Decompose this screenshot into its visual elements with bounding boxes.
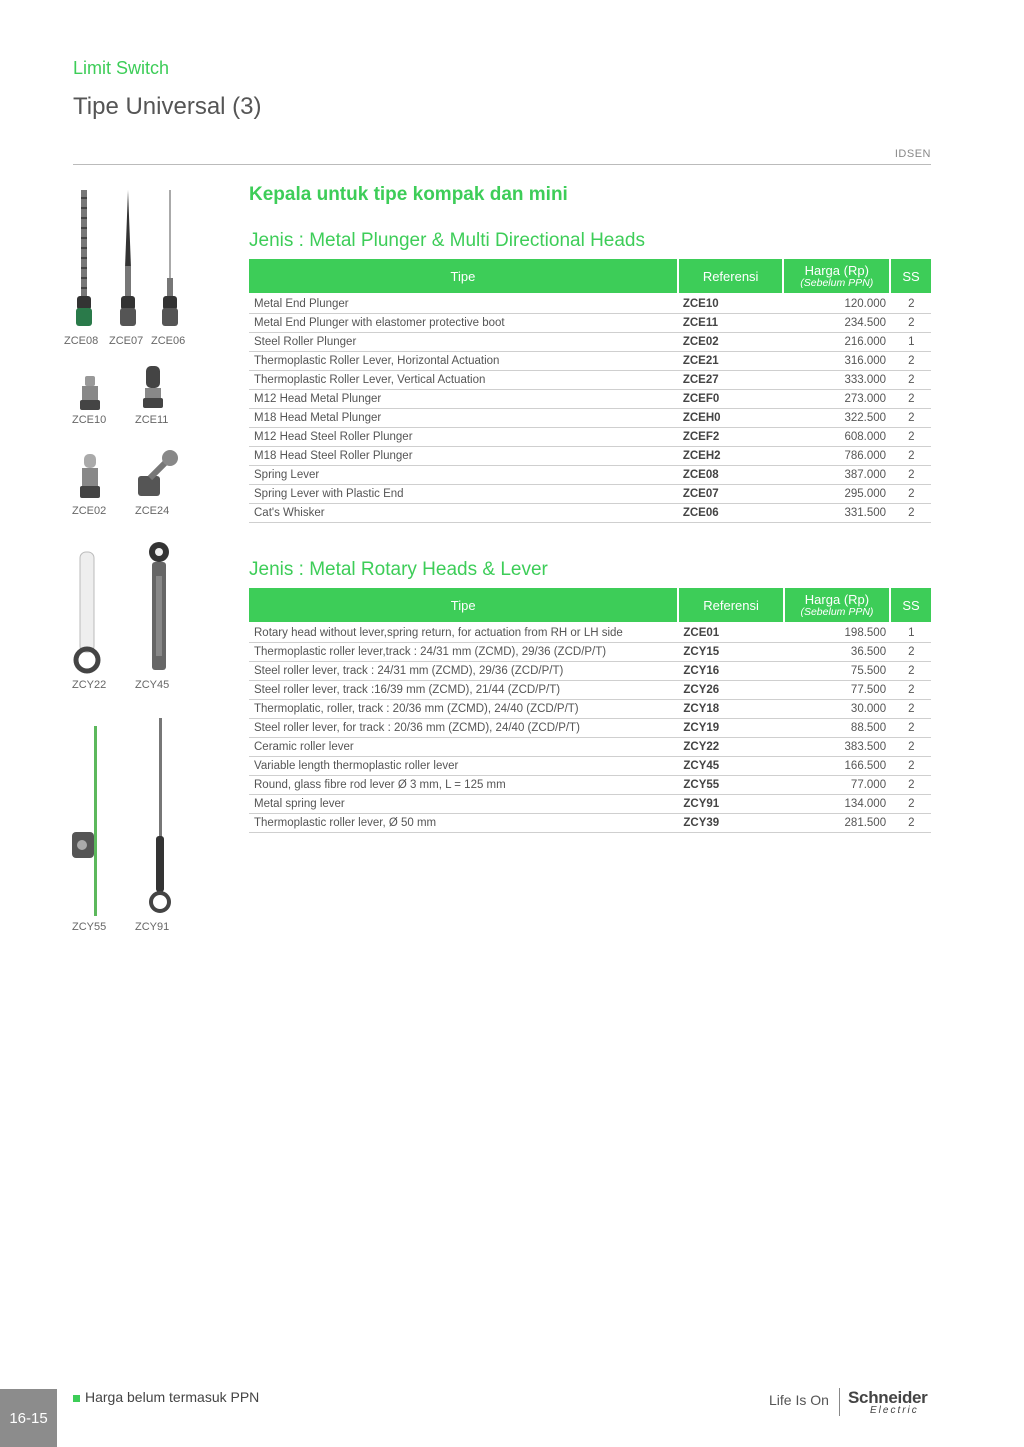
cell-harga: 134.000: [784, 795, 890, 814]
brand-logo-sub: Electric: [870, 1405, 919, 1416]
table-row: [249, 314, 931, 333]
zce06-image: [158, 188, 182, 330]
cell-referensi: ZCEF2: [678, 428, 784, 447]
table-row: [249, 333, 931, 352]
cell-referensi: ZCE10: [678, 293, 784, 314]
cell-ss: 2: [890, 485, 931, 504]
cell-referensi: ZCE11: [678, 314, 784, 333]
zcy91-image: [144, 716, 176, 916]
cell-ss: 2: [890, 738, 931, 757]
zcy45-label: ZCY45: [135, 679, 170, 691]
cell-ss: 2: [890, 352, 931, 371]
cell-ss: 2: [890, 371, 931, 390]
cell-harga: 387.000: [783, 466, 890, 485]
cell-harga: 166.500: [784, 757, 890, 776]
cell-referensi: ZCY45: [678, 757, 783, 776]
cell-referensi: ZCE06: [678, 504, 784, 523]
cell-ss: 2: [890, 795, 931, 814]
table-row: [249, 428, 931, 447]
cell-harga: 120.000: [783, 293, 890, 314]
cell-referensi: ZCE21: [678, 352, 784, 371]
table-row: [249, 795, 931, 814]
zce02-image: [76, 452, 104, 500]
zce02-label: ZCE02: [72, 505, 107, 517]
cell-ss: 1: [890, 333, 931, 352]
cell-harga: 216.000: [783, 333, 890, 352]
cell-referensi: ZCE07: [678, 485, 784, 504]
bullet-square-icon: [73, 1395, 80, 1402]
col-harga: [783, 259, 890, 293]
slogan: Life Is On: [769, 1392, 829, 1408]
zcy55-label: ZCY55: [72, 921, 107, 933]
col-referensi: Referensi: [678, 259, 784, 293]
cell-tipe: Rotary head without lever,spring return, for actuation from RH or LH side: [249, 622, 678, 643]
zce11-image: [139, 364, 167, 410]
cell-referensi: ZCY16: [678, 662, 783, 681]
cell-ss: 2: [890, 447, 931, 466]
cell-harga: 88.500: [784, 719, 890, 738]
cell-tipe: Thermoplastic Roller Lever, Vertical Actuation: [249, 371, 678, 390]
col-harga: [784, 588, 890, 622]
cell-tipe: Thermoplatic, roller, track : 20/36 mm (ZCMD), 24/40 (ZCD/P/T): [249, 700, 678, 719]
table-row: [249, 293, 931, 314]
cell-tipe: Steel Roller Plunger: [249, 333, 678, 352]
cell-referensi: ZCY15: [678, 643, 783, 662]
cell-ss: 2: [890, 776, 931, 795]
cell-referensi: ZCY55: [678, 776, 783, 795]
document-code: IDSEN: [894, 148, 931, 160]
table-row: [249, 662, 931, 681]
table-row: [249, 504, 931, 523]
col-harga-sub: (Sebelum PPN): [800, 277, 874, 289]
table-row: [249, 485, 931, 504]
cell-referensi: ZCEH2: [678, 447, 784, 466]
cell-referensi: ZCEH0: [678, 409, 784, 428]
zce24-image: [134, 446, 180, 500]
price-note-text: Harga belum termasuk PPN: [85, 1389, 260, 1405]
table-row: [249, 643, 931, 662]
cell-referensi: ZCY19: [678, 719, 783, 738]
zcy55-image: [68, 724, 104, 919]
cell-ss: 2: [890, 409, 931, 428]
cell-referensi: ZCY91: [678, 795, 783, 814]
table-row: [249, 757, 931, 776]
cell-ss: 2: [890, 719, 931, 738]
cell-ss: 2: [890, 466, 931, 485]
table-row: [249, 814, 931, 833]
table-row: [249, 700, 931, 719]
cell-referensi: ZCY26: [678, 681, 783, 700]
table-row: [249, 738, 931, 757]
cell-tipe: Metal End Plunger with elastomer protective boot: [249, 314, 678, 333]
zce06-label: ZCE06: [151, 335, 186, 347]
table1-title: Jenis : Metal Plunger & Multi Directional Heads: [249, 230, 646, 251]
cell-tipe: Metal spring lever: [249, 795, 678, 814]
cell-tipe: Round, glass fibre rod lever Ø 3 mm, L = 125 mm: [249, 776, 678, 795]
cell-ss: 2: [890, 504, 931, 523]
cell-tipe: M18 Head Steel Roller Plunger: [249, 447, 678, 466]
cell-tipe: Steel roller lever, for track : 20/36 mm (ZCMD), 24/40 (ZCD/P/T): [249, 719, 678, 738]
table-row: [249, 371, 931, 390]
table-row: [249, 776, 931, 795]
cell-harga: 77.000: [784, 776, 890, 795]
cell-tipe: Cat's Whisker: [249, 504, 678, 523]
col-harga-label: Harga (Rp): [804, 263, 869, 278]
cell-ss: 2: [890, 643, 931, 662]
table-row: [249, 409, 931, 428]
cell-harga: 333.000: [783, 371, 890, 390]
cell-harga: 77.500: [784, 681, 890, 700]
cell-harga: 786.000: [783, 447, 890, 466]
zce07-label: ZCE07: [109, 335, 144, 347]
header-divider: [73, 164, 931, 165]
col-harga-sub: (Sebelum PPN): [800, 606, 874, 618]
cell-tipe: Ceramic roller lever: [249, 738, 678, 757]
zce11-label: ZCE11: [135, 414, 169, 426]
cell-tipe: Metal End Plunger: [249, 293, 678, 314]
page-title: Tipe Universal (3): [73, 93, 262, 120]
table-row: [249, 681, 931, 700]
cell-referensi: ZCE02: [678, 333, 784, 352]
cell-ss: 2: [890, 314, 931, 333]
table-row: [249, 466, 931, 485]
table-row: [249, 390, 931, 409]
table2-title: Jenis : Metal Rotary Heads & Lever: [249, 559, 548, 580]
brand-divider: [839, 1388, 840, 1416]
cell-referensi: ZCE01: [678, 622, 783, 643]
cell-harga: 75.500: [784, 662, 890, 681]
table-row: [249, 622, 931, 643]
table-row: [249, 447, 931, 466]
brand-logo: Schneider: [848, 1388, 928, 1407]
zce10-label: ZCE10: [72, 414, 107, 426]
table-row: [249, 719, 931, 738]
cell-tipe: Thermoplastic roller lever,track : 24/31 mm (ZCMD), 29/36 (ZCD/P/T): [249, 643, 678, 662]
table-metal-plunger: [249, 259, 931, 523]
zce10-image: [76, 374, 104, 412]
col-ss: SS: [890, 259, 931, 293]
cell-tipe: M18 Head Metal Plunger: [249, 409, 678, 428]
page-number: 16-15: [0, 1389, 57, 1447]
cell-harga: 281.500: [784, 814, 890, 833]
cell-ss: 2: [890, 814, 931, 833]
cell-tipe: Spring Lever with Plastic End: [249, 485, 678, 504]
cell-harga: 383.500: [784, 738, 890, 757]
cell-ss: 2: [890, 390, 931, 409]
cell-ss: 2: [890, 428, 931, 447]
col-referensi: Referensi: [678, 588, 783, 622]
zcy45-image: [144, 540, 174, 675]
cell-ss: 2: [890, 700, 931, 719]
zce08-image: [72, 188, 96, 330]
zcy91-label: ZCY91: [135, 921, 170, 933]
category-label: Limit Switch: [73, 58, 170, 78]
cell-harga: 322.500: [783, 409, 890, 428]
cell-ss: 2: [890, 757, 931, 776]
cell-harga: 36.500: [784, 643, 890, 662]
cell-tipe: Thermoplastic roller lever, Ø 50 mm: [249, 814, 678, 833]
cell-ss: 1: [890, 622, 931, 643]
cell-harga: 331.500: [783, 504, 890, 523]
price-note: [73, 1389, 259, 1405]
col-ss: SS: [890, 588, 931, 622]
cell-referensi: ZCE27: [678, 371, 784, 390]
cell-referensi: ZCY39: [678, 814, 783, 833]
cell-ss: 2: [890, 662, 931, 681]
table-header-row: [249, 259, 931, 293]
cell-referensi: ZCEF0: [678, 390, 784, 409]
cell-harga: 316.000: [783, 352, 890, 371]
cell-referensi: ZCY18: [678, 700, 783, 719]
cell-referensi: ZCE08: [678, 466, 784, 485]
zcy22-label: ZCY22: [72, 679, 107, 691]
cell-harga: 30.000: [784, 700, 890, 719]
cell-tipe: M12 Head Metal Plunger: [249, 390, 678, 409]
zce24-label: ZCE24: [135, 505, 170, 517]
cell-tipe: Variable length thermoplastic roller lever: [249, 757, 678, 776]
cell-ss: 2: [890, 293, 931, 314]
cell-tipe: Steel roller lever, track : 24/31 mm (ZCMD), 29/36 (ZCD/P/T): [249, 662, 678, 681]
table-rotary-heads: [249, 588, 931, 833]
zce07-image: [116, 188, 140, 330]
cell-tipe: Steel roller lever, track :16/39 mm (ZCMD), 21/44 (ZCD/P/T): [249, 681, 678, 700]
cell-referensi: ZCY22: [678, 738, 783, 757]
cell-harga: 234.500: [783, 314, 890, 333]
cell-tipe: Thermoplastic Roller Lever, Horizontal Actuation: [249, 352, 678, 371]
zce08-label: ZCE08: [64, 335, 99, 347]
table-header-row: [249, 588, 931, 622]
zcy22-image: [70, 550, 104, 675]
table-row: [249, 352, 931, 371]
cell-harga: 608.000: [783, 428, 890, 447]
cell-tipe: Spring Lever: [249, 466, 678, 485]
col-tipe: Tipe: [249, 588, 678, 622]
col-harga-label: Harga (Rp): [804, 592, 870, 607]
cell-harga: 295.000: [783, 485, 890, 504]
cell-ss: 2: [890, 681, 931, 700]
col-tipe: Tipe: [249, 259, 678, 293]
cell-tipe: M12 Head Steel Roller Plunger: [249, 428, 678, 447]
section-title: Kepala untuk tipe kompak dan mini: [249, 184, 568, 205]
cell-harga: 198.500: [784, 622, 890, 643]
cell-harga: 273.000: [783, 390, 890, 409]
